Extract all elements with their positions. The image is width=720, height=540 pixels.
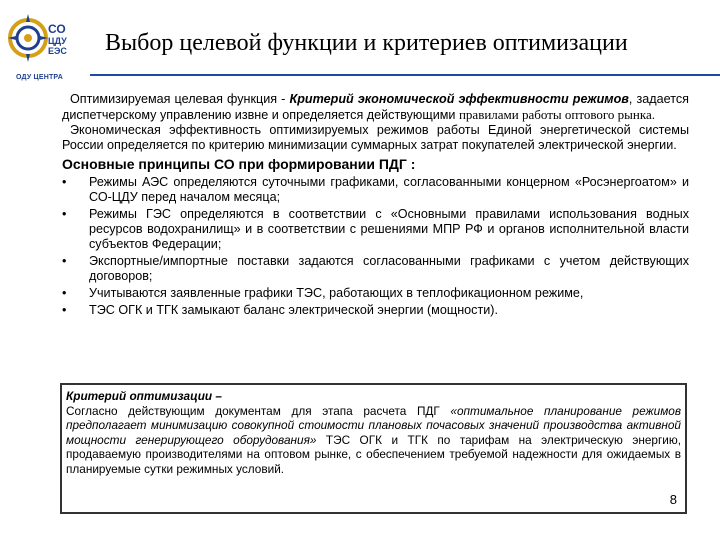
list-item-text: Режимы ГЭС определяются в соответствии с «Основными правилами использования водных ресурсов водохранилищ» и в соответствии с решениями МПР РФ и органов исполнительной власти субъектов Федерации;	[89, 207, 689, 251]
intro-prefix: Оптимизируемая целевая функция -	[70, 92, 290, 106]
so-cdu-logo	[6, 8, 86, 81]
intro-emphasis: Критерий экономической эффективности режимов	[289, 92, 629, 106]
bullet-icon: •	[62, 254, 67, 268]
principles-list	[62, 175, 689, 318]
criterion-prefix: Согласно действующим документам для этапа расчета ПДГ	[66, 403, 451, 418]
criterion-title: Критерий оптимизации –	[66, 389, 222, 403]
principles-heading: Основные принципы СО при формировании ПДГ :	[62, 156, 416, 172]
criterion-text	[66, 404, 681, 477]
intro-rules-text: правилами работы оптового рынка.	[458, 107, 655, 122]
list-item	[62, 175, 689, 205]
list-item	[62, 207, 689, 252]
list-item	[62, 303, 689, 318]
sun-emblem-icon	[6, 10, 50, 68]
list-item-text: Экспортные/импортные поставки задаются согласованными графиками с учетом действующих договоров;	[89, 254, 689, 283]
list-item-text: Учитываются заявленные графики ТЭС, работающих в теплофикационном режиме,	[89, 286, 584, 300]
criterion-box	[60, 383, 687, 514]
list-item	[62, 286, 689, 301]
logo-text-line2: ЦДУ	[48, 36, 67, 46]
list-item	[62, 254, 689, 284]
bullet-icon: •	[62, 207, 67, 221]
intro-paragraph	[62, 92, 689, 123]
bullet-icon: •	[62, 303, 67, 317]
list-item-text: ТЭС ОГК и ТГК замыкают баланс электрической энергии (мощности).	[89, 303, 498, 317]
logo-text-line1: СО	[48, 22, 66, 36]
title-divider	[90, 74, 720, 76]
intro-middle: , задается диспетчерскому управлению извне и определяется действующими	[62, 92, 689, 122]
slide-content	[62, 92, 689, 320]
criterion-suffix: ТЭС ОГК и ТГК по тарифам на электрическую энергию, продаваемую производителями на оптовом рынке, с обеспечением требуемой надежности для ожидаемых в планируемые сутки режимных условий.	[66, 432, 681, 476]
efficiency-paragraph: Экономическая эффективность оптимизируемых режимов работы Единой энергетической системы России определяется по критерию минимизации суммарных затрат покупателей электрической энергии.	[62, 123, 689, 152]
logo-text-line3: ЕЭС	[48, 46, 67, 56]
logo-caption: ОДУ ЦЕНТРА	[16, 74, 63, 81]
page-number: 8	[669, 492, 677, 508]
bullet-icon: •	[62, 286, 67, 300]
bullet-icon: •	[62, 175, 67, 189]
logo-text	[48, 23, 67, 56]
list-item-text: Режимы АЭС определяются суточными графиками, согласованными концерном «Росэнергоатом» и СО-ЦДУ перед началом месяца;	[89, 175, 689, 204]
criterion-quote: «оптимальное планирование режимов предполагает минимизацию совокупной стоимости плановых почасовых значений производства активной мощности генерирующего оборудования»	[66, 403, 682, 447]
slide-title: Выбор целевой функции и критериев оптимизации	[105, 30, 628, 56]
